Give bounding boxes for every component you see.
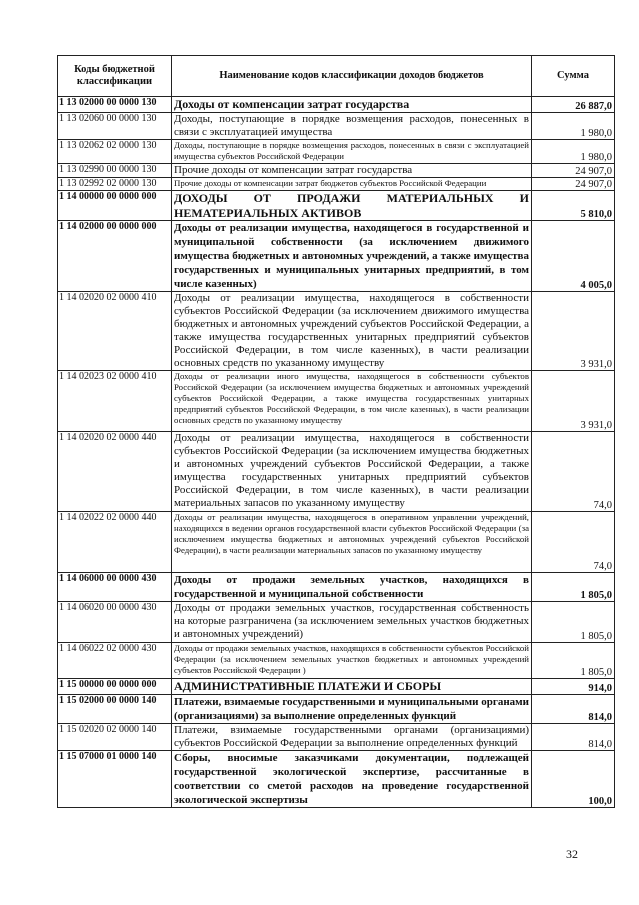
table-row [58, 191, 615, 221]
classification-code: 1 14 02020 02 0000 440 [58, 432, 172, 512]
classification-code: 1 14 02023 02 0000 410 [58, 371, 172, 432]
classification-code: 1 13 02062 02 0000 130 [58, 139, 172, 163]
revenue-name: Платежи, взимаемые государственными органами (организациями) субъектов Российской Федерации за выполнение определенных функций [172, 723, 532, 750]
amount: 1 805,0 [532, 643, 615, 679]
revenue-name: Доходы от продажи земельных участков, государственная собственность на которые разграничена (за исключением земельных участков бюджетных и автономных учреждений) [172, 602, 532, 643]
table-row [58, 643, 615, 679]
table-row [58, 221, 615, 292]
table-row [58, 177, 615, 191]
table-row [58, 292, 615, 371]
revenue-name: Сборы, вносимые заказчиками документации, подлежащей государственной экологической экспертизе, рассчитанные в соответствии со сметой расходов на проведение государственной экологической экспертизы [172, 750, 532, 807]
header-code: Коды бюджетной классификации [58, 56, 172, 97]
amount: 74,0 [532, 512, 615, 573]
header-sum: Сумма [532, 56, 615, 97]
amount: 1 980,0 [532, 112, 615, 139]
classification-code: 1 15 00000 00 0000 000 [58, 679, 172, 695]
classification-code: 1 14 06020 00 0000 430 [58, 602, 172, 643]
amount: 3 931,0 [532, 292, 615, 371]
revenue-name: Доходы от реализации имущества, находящегося в оперативном управлении учреждений, находящихся в ведении органов государственной власти субъектов Российской Федерации (за исключением имущества бюджетных и автономных учреждений субъектов Российской Федерации), в части реализации материальных запасов по указанному имуществу [172, 512, 532, 573]
amount: 1 805,0 [532, 602, 615, 643]
classification-code: 1 13 02060 00 0000 130 [58, 112, 172, 139]
table-row [58, 602, 615, 643]
revenue-name: Платежи, взимаемые государственными и муниципальными органами (организациями) за выполнение определенных функций [172, 694, 532, 723]
classification-code: 1 14 00000 00 0000 000 [58, 191, 172, 221]
revenue-name: Доходы от реализации имущества, находящегося в собственности субъектов Российской Федерации (за исключением движимого имущества бюджетных и автономных учреждений субъектов Российской Федерации, а также имущества государственных унитарных предприятий субъектов Российской Федерации, в том числе казенных), в части реализации основных средств по указанному имуществу [172, 292, 532, 371]
revenue-name: Доходы от реализации иного имущества, находящегося в собственности субъектов Российской Федерации (за исключением имущества бюджетных и автономных учреждений субъектов Российской Федерации, а также имущества государственных унитарных предприятий субъектов Российской Федерации, в том числе казенных), в части реализации основных средств по указанному имуществу [172, 371, 532, 432]
classification-code: 1 15 02020 02 0000 140 [58, 723, 172, 750]
table-row [58, 512, 615, 573]
table-row [58, 750, 615, 807]
table-row [58, 112, 615, 139]
classification-code: 1 14 02022 02 0000 440 [58, 512, 172, 573]
table-row [58, 573, 615, 602]
table-row [58, 694, 615, 723]
classification-code: 1 14 02000 00 0000 000 [58, 221, 172, 292]
revenue-name: АДМИНИСТРАТИВНЫЕ ПЛАТЕЖИ И СБОРЫ [172, 679, 532, 695]
amount: 914,0 [532, 679, 615, 695]
classification-code: 1 14 06022 02 0000 430 [58, 643, 172, 679]
amount: 24 907,0 [532, 177, 615, 191]
classification-code: 1 15 02000 00 0000 140 [58, 694, 172, 723]
table-row [58, 163, 615, 177]
classification-code: 1 13 02992 02 0000 130 [58, 177, 172, 191]
table-row [58, 723, 615, 750]
amount: 26 887,0 [532, 97, 615, 113]
revenue-name: Доходы от реализации имущества, находящегося в собственности субъектов Российской Федерации (за исключением имущества бюджетных и автономных учреждений субъектов Российской Федерации, а также имущества государственных унитарных предприятий субъектов Российской Федерации, в том числе казенных), в части реализации материальных запасов по указанному имуществу [172, 432, 532, 512]
revenue-name: ДОХОДЫ ОТ ПРОДАЖИ МАТЕРИАЛЬНЫХ И НЕМАТЕРИАЛЬНЫХ АКТИВОВ [172, 191, 532, 221]
header-name: Наименование кодов классификации доходов бюджетов [172, 56, 532, 97]
classification-code: 1 13 02990 00 0000 130 [58, 163, 172, 177]
classification-code: 1 15 07000 01 0000 140 [58, 750, 172, 807]
revenue-name: Доходы от продажи земельных участков, находящихся в государственной и муниципальной собственности [172, 573, 532, 602]
amount: 74,0 [532, 432, 615, 512]
revenue-name: Доходы от реализации имущества, находящегося в государственной и муниципальной собственности (за исключением движимого имущества бюджетных и автономных учреждений, а также имущества государственных и муниципальных унитарных предприятий, в том числе казенных) [172, 221, 532, 292]
amount: 1 805,0 [532, 573, 615, 602]
table-row [58, 139, 615, 163]
amount: 1 980,0 [532, 139, 615, 163]
classification-code: 1 13 02000 00 0000 130 [58, 97, 172, 113]
amount: 100,0 [532, 750, 615, 807]
amount: 3 931,0 [532, 371, 615, 432]
page-number: 32 [566, 847, 578, 861]
table-header-row [58, 56, 615, 97]
classification-code: 1 14 02020 02 0000 410 [58, 292, 172, 371]
amount: 24 907,0 [532, 163, 615, 177]
table-row [58, 371, 615, 432]
table-row [58, 679, 615, 695]
revenue-name: Доходы, поступающие в порядке возмещения расходов, понесенных в связи с эксплуатацией имущества [172, 112, 532, 139]
table-body [58, 97, 615, 808]
amount: 814,0 [532, 723, 615, 750]
table-row [58, 97, 615, 113]
revenue-name: Прочие доходы от компенсации затрат бюджетов субъектов Российской Федерации [172, 177, 532, 191]
classification-code: 1 14 06000 00 0000 430 [58, 573, 172, 602]
revenue-name: Доходы от компенсации затрат государства [172, 97, 532, 113]
revenue-name: Прочие доходы от компенсации затрат государства [172, 163, 532, 177]
amount: 814,0 [532, 694, 615, 723]
revenue-name: Доходы от продажи земельных участков, находящихся в собственности субъектов Российской Федерации (за исключением земельных участков бюджетных и автономных учреждений субъектов Российской Федерации ) [172, 643, 532, 679]
amount: 5 810,0 [532, 191, 615, 221]
revenue-classification-table [57, 55, 615, 808]
amount: 4 005,0 [532, 221, 615, 292]
revenue-name: Доходы, поступающие в порядке возмещения расходов, понесенных в связи с эксплуатацией имущества субъектов Российской Федерации [172, 139, 532, 163]
table-row [58, 432, 615, 512]
